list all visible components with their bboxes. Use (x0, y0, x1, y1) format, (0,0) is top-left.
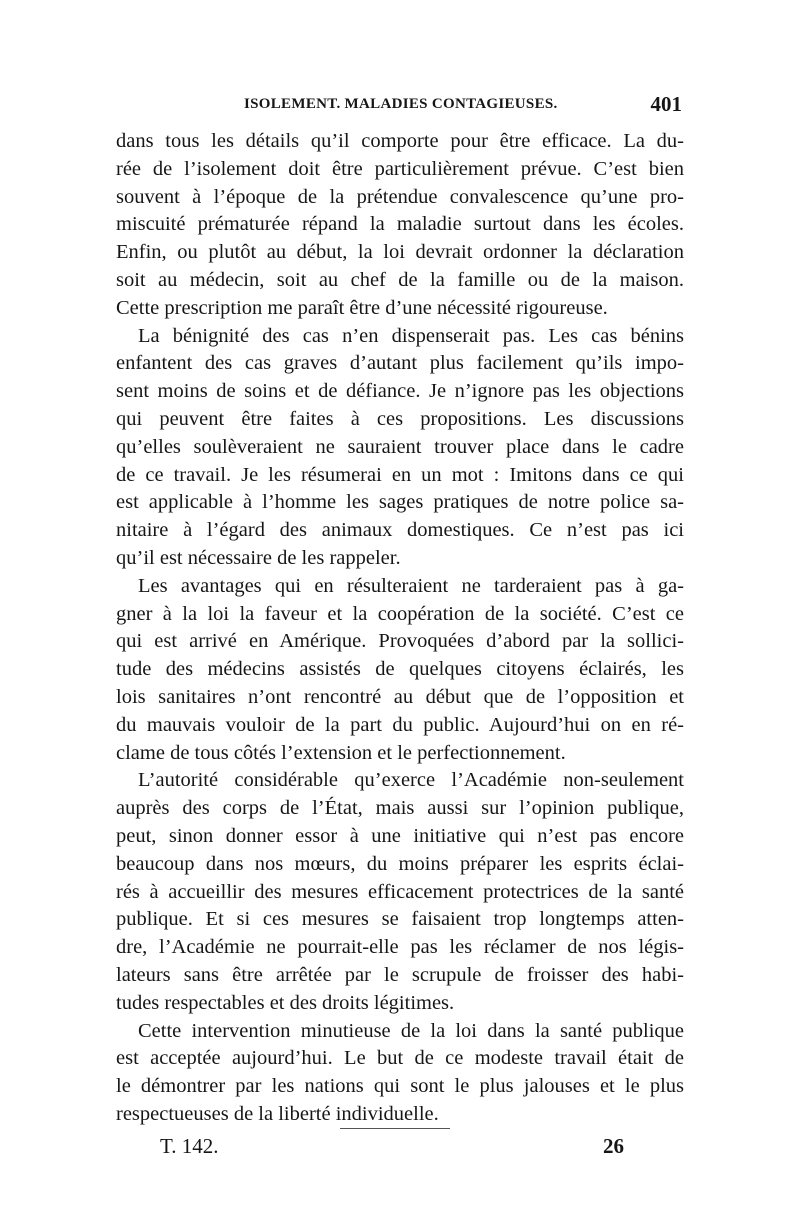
sheet-number: 26 (603, 1134, 624, 1158)
text-line: gner à la loi la faveur et la coopération de la société. C’est ce (116, 602, 684, 625)
running-head (116, 92, 684, 120)
footer-rule (340, 1128, 450, 1129)
text-line: est applicable à l’homme les sages pratiques de notre police sa- (116, 491, 684, 514)
volume-signature: T. 142. (160, 1134, 219, 1158)
text-line: lateurs sans être arrêtée par le scrupule de froisser des habi- (116, 963, 684, 986)
text-line: qui peuvent être faites à ces propositions. Les discussions (116, 407, 684, 430)
text-line: qui est arrivé en Amérique. Provoquées d’abord par la sollici- (116, 630, 684, 653)
running-title: ISOLEMENT. MALADIES CONTAGIEUSES. (244, 96, 558, 112)
text-line: enfantent des cas graves d’autant plus facilement qu’ils impo- (116, 352, 684, 375)
text-line: sent moins de soins et de défiance. Je n’ignore pas les objections (116, 380, 684, 403)
text-line: est acceptée aujourd’hui. Le but de ce modeste travail était de (116, 1047, 684, 1070)
text-line: La bénignité des cas n’en dispenserait pas. Les cas bénins (138, 324, 684, 347)
text-line: rée de l’isolement doit être particulièrement prévue. C’est bien (116, 157, 684, 180)
text-line: dre, l’Académie ne pourrait-elle pas les réclamer de nos légis- (116, 936, 684, 959)
text-line: Cette prescription me paraît être d’une nécessité rigoureuse. (116, 296, 608, 319)
text-line: Enfin, ou plutôt au début, la loi devrait ordonner la déclaration (116, 241, 684, 264)
text-line: souvent à l’époque de la prétendue convalescence qu’une pro- (116, 185, 684, 208)
page-footer (116, 1134, 684, 1164)
text-line: lois sanitaires n’ont rencontré au début que de l’opposition et (116, 685, 684, 708)
page-number: 401 (650, 92, 682, 116)
text-line: respectueuses de la liberté individuelle. (116, 1102, 439, 1125)
text-line: Cette intervention minutieuse de la loi dans la santé publique (138, 1019, 684, 1042)
text-line: peut, sinon donner essor à une initiative qui n’est pas encore (116, 824, 684, 847)
text-line: Les avantages qui en résulteraient ne tarderaient pas à ga- (138, 574, 684, 597)
text-line: qu’il est nécessaire de les rappeler. (116, 546, 401, 569)
text-line: clame de tous côtés l’extension et le perfectionnement. (116, 741, 566, 764)
text-line: qu’elles soulèveraient ne sauraient trouver place dans le cadre (116, 435, 684, 458)
text-line: nitaire à l’égard des animaux domestiques. Ce n’est pas ici (116, 519, 684, 542)
text-line: rés à accueillir des mesures efficacement protectrices de la santé (116, 880, 684, 903)
text-line: publique. Et si ces mesures se faisaient trop longtemps atten- (116, 908, 684, 931)
text-line: tudes respectables et des droits légitimes. (116, 991, 455, 1014)
text-line: miscuité prématurée répand la maladie surtout dans les écoles. (116, 213, 684, 236)
body-text (116, 128, 684, 1129)
text-line: L’autorité considérable qu’exerce l’Académie non-seulement (138, 769, 684, 792)
text-line: le démontrer par les nations qui sont le plus jalouses et le plus (116, 1075, 684, 1098)
text-line: auprès des corps de l’État, mais aussi sur l’opinion publique, (116, 797, 684, 820)
text-line: beaucoup dans nos mœurs, du moins préparer les esprits éclai- (116, 852, 684, 875)
text-line: du mauvais vouloir de la part du public. Aujourd’hui on en ré- (116, 713, 684, 736)
text-line: dans tous les détails qu’il comporte pour être efficace. La du- (116, 130, 684, 152)
text-line: soit au médecin, soit au chef de la famille ou de la maison. (116, 268, 684, 291)
text-line: tude des médecins assistés de quelques citoyens éclairés, les (116, 658, 684, 681)
text-line: de ce travail. Je les résumerai en un mot : Imitons dans ce qui (116, 463, 684, 486)
